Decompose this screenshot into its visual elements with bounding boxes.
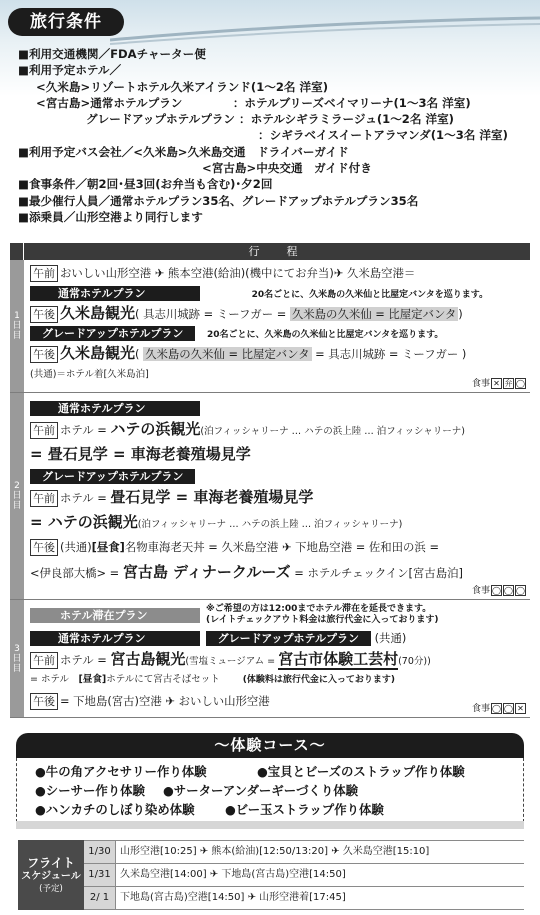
hotel-kume: <久米島>リゾートホテル久米アイランド(1〜2名 洋室) [36, 79, 329, 94]
flight-route: 下地島(宮古島)空港[14:50] ✈ 山形空港着[17:45] [120, 892, 346, 903]
time-label: 午前 [30, 265, 58, 282]
day3-cont-row [30, 670, 526, 690]
day-2-body [24, 393, 530, 599]
fee-note: (体験料は旅行代金に入っております) [242, 675, 395, 685]
day3-pm-row [30, 690, 526, 712]
meal-lunch: ◯ [504, 704, 513, 713]
sightseeing-title: 宮古島観光 [110, 650, 186, 668]
route-text: = ホテル [30, 674, 79, 685]
plan-note: 20名ごとに、久米島の久米仙と比屋定バンタを巡ります。 [206, 330, 444, 340]
flight-schedule [18, 840, 524, 910]
experience-item: ●サーターアンダーギーづくり体験 [163, 783, 359, 798]
day1-pm1-row [30, 302, 526, 324]
stay-note [206, 604, 439, 626]
hotel-miyako-upgrade-alt: ：シギラベイスイートアラマンダ(1〜3名 洋室) [258, 128, 508, 143]
route-text: ホテル = [60, 423, 111, 437]
day-2-label: 2日目 [10, 393, 24, 599]
meal-breakfast: ◯ [492, 586, 501, 595]
day1-common-row [30, 364, 526, 386]
route-text: <伊良部大橋> = [30, 566, 123, 580]
bridge-photo [110, 14, 540, 46]
hotel-miyako-upgrade [18, 111, 534, 127]
hotel-plan-value: ：ホテルブリーズベイマリーナ(1〜3名 洋室) [232, 95, 471, 110]
common-text: (共通) [374, 631, 407, 645]
route-text: (共通) [60, 540, 92, 554]
day1-am-text: おいしい山形空港 ✈ 熊本空港(給油)(機中にてお弁当)✈ 久米島空港＝ [60, 266, 416, 280]
experience-row [35, 781, 505, 800]
experience-item: ●ハンカチのしぼり染め体験 [35, 802, 195, 817]
plan-badge-normal: 通常ホテルプラン [30, 631, 200, 646]
time-label: 午後 [30, 306, 58, 323]
meal-label: 食事 [471, 586, 490, 596]
hotel-miyako-normal [18, 95, 534, 111]
hotel-plan-label: <宮古島>通常ホテルプラン [36, 95, 183, 110]
experience-item: ●宝貝とビーズのストラップ作り体験 [257, 764, 465, 779]
time-label: 午後 [30, 346, 58, 363]
flight-route: 久米島空港[14:00] ✈ 下地島(宮古島)空港[14:50] [120, 869, 346, 880]
plan-badge-normal: 通常ホテルプラン [30, 286, 200, 301]
bus-line-miyako: <宮古島>中央交通 ガイド付き [202, 161, 372, 176]
day-1-label: 1日目 [10, 260, 24, 392]
meal-label: 食事 [471, 379, 490, 389]
route-text: (70分)) [398, 656, 431, 667]
route-text: = 下地島(宮古)空港 ✈ おいしい山形空港 [60, 694, 270, 708]
day3-am-row [30, 648, 526, 670]
plan-badge-stay: ホテル滞在プラン [30, 608, 200, 623]
time-label: 午前 [30, 652, 58, 669]
sightseeing-title: 畳石見学 = 車海老養殖場見学 [110, 488, 314, 506]
conditions-title: 旅行条件 [8, 8, 124, 36]
experience-course [16, 733, 524, 829]
route-text: = 具志川城跡 = ミーフガー ) [311, 347, 467, 361]
day1-plan-normal-row [30, 284, 526, 302]
experience-footer-band [16, 821, 524, 829]
plan-badge-upgrade: グレードアップホテルプラン [206, 631, 371, 646]
sightseeing-title: = ハテの浜観光 [30, 513, 138, 531]
route-text: ) [458, 307, 463, 321]
day2-am1-row [30, 417, 526, 442]
day-1 [10, 260, 530, 393]
itinerary-header [10, 243, 530, 260]
day3-plan-row [30, 628, 526, 648]
day1-am-row [30, 262, 526, 284]
flight-schedule-label [18, 840, 84, 910]
itinerary-header-label: 行 程 [248, 245, 306, 258]
hotel-plan-label: グレードアップホテルプラン [86, 112, 235, 127]
flight-date: 1/30 [84, 841, 116, 863]
meal-label: 食事 [471, 704, 490, 714]
experience-item: ●ビー玉ストラップ作り体験 [225, 802, 384, 817]
meal-dinner: ◯ [516, 379, 525, 388]
day1-pm2-row [30, 342, 526, 364]
meal-dinner: ◯ [516, 586, 525, 595]
sightseeing-title: 宮古市体験工芸村 [278, 650, 399, 668]
day2-am1-cont: = 畳石見学 = 車海老養殖場見学 [30, 445, 251, 463]
day2-plan-normal-row [30, 399, 526, 417]
flight-rows [84, 840, 524, 910]
highlight-text: 久米島の久米仙 = 比屋定バンタ [145, 347, 310, 361]
flight-date: 2/ 1 [84, 887, 116, 909]
transport-line: ■利用交通機関／FDAチャーター便 [18, 47, 206, 61]
highlight-text: 久米島の久米仙 = 比屋定バンタ [291, 307, 457, 321]
sightseeing-title: 久米島観光 [60, 344, 136, 362]
flight-row [84, 864, 524, 887]
route-text: (泊フィッシャリーナ … ハテの浜上陸 … 泊フィッシャリーナ) [200, 426, 465, 437]
sightseeing-title: ハテの浜観光 [110, 420, 201, 438]
day2-pm-row [30, 535, 526, 560]
day1-plan-upgrade-row [30, 324, 526, 342]
sightseeing-title: 宮古島 ディナークルーズ [122, 563, 291, 581]
experience-list [16, 758, 524, 822]
time-label: 午前 [30, 490, 58, 507]
experience-item: ●牛の角アクセサリー作り体験 [35, 764, 207, 779]
meal-dinner: ✕ [515, 703, 526, 714]
day-3-body [24, 600, 530, 717]
route-text: ( 具志川城跡 = ミーフガー = [135, 307, 290, 321]
conditions-section [0, 0, 540, 240]
time-label: 午後 [30, 693, 58, 710]
hotel-heading: ■利用予定ホテル／ [18, 63, 122, 78]
stay-note-line: ※ご希望の方は12:00までホテル滞在を延長できます。 [206, 604, 432, 614]
day-2 [10, 393, 530, 600]
flight-row [84, 887, 524, 910]
time-label: 午前 [30, 422, 58, 439]
route-text: 名物車海老天丼 = 久米島空港 ✈ 下地島空港 = 佐和田の浜 = [124, 540, 439, 554]
experience-row [35, 800, 505, 819]
lunch-label: [昼食] [78, 674, 107, 685]
day-1-body [24, 260, 530, 392]
plan-badge-upgrade: グレードアップホテルプラン [30, 326, 195, 341]
plan-note: 20名ごとに、久米島の久米仙と比屋定バンタを巡ります。 [251, 290, 489, 300]
route-text: ホテルにて宮古そばセット [106, 674, 220, 685]
flight-label-line: (予定) [39, 883, 63, 894]
hotel-plan-value: ：ホテルシギラミラージュ(1〜2名 洋室) [239, 112, 454, 127]
flight-label-line: スケジュール [21, 870, 81, 882]
stay-note-line: (レイトチェックアウト料金は旅行代金に入っております) [206, 615, 439, 625]
flight-label-line: フライト [27, 855, 75, 870]
meal-lunch: 弁 [504, 379, 513, 388]
itinerary-table [10, 243, 530, 718]
meal-breakfast: ◯ [492, 704, 501, 713]
plan-badge-upgrade: グレードアップホテルプラン [30, 469, 195, 484]
flight-route: 山形空港[10:25] ✈ 熊本(給油)[12:50/13:20] ✈ 久米島空港[15:10] [120, 846, 430, 857]
sightseeing-title: 久米島観光 [60, 304, 136, 322]
conditions-list [18, 46, 534, 225]
day-header-cell [10, 243, 24, 260]
escort-line: ■添乗員／山形空港より同行します [18, 209, 203, 224]
day-3 [10, 600, 530, 718]
day2-am2-row [30, 485, 526, 510]
meal-indicator [472, 378, 526, 390]
route-text: ホテル = [60, 491, 111, 505]
day2-am2-cont [30, 510, 526, 535]
route-text: (泊フィッシャリーナ … ハテの浜上陸 … 泊フィッシャリーナ) [137, 519, 403, 530]
time-label: 午後 [30, 539, 58, 556]
day-3-label: 3日目 [10, 600, 24, 717]
route-text: ホテル = [60, 653, 111, 667]
plan-badge-normal: 通常ホテルプラン [30, 401, 200, 416]
experience-row [35, 762, 505, 781]
meal-breakfast: ✕ [491, 378, 502, 389]
min-people-line: ■最少催行人員／通常ホテルプラン35名、グレードアップホテルプラン35名 [18, 193, 419, 208]
experience-item: ●シーサー作り体験 [35, 783, 145, 798]
meal-lunch: ◯ [504, 586, 513, 595]
route-text: = ホテルチェックイン[宮古島泊] [290, 566, 463, 580]
meal-indicator [472, 585, 526, 597]
route-text: (雪塩ミュージアム = [185, 656, 279, 667]
day3-plan-stay-row [30, 602, 526, 628]
route-text: ( [135, 347, 144, 361]
day2-pm-cont [30, 560, 526, 585]
common-text: (共通)＝ホテル着[久米島泊] [30, 369, 149, 380]
experience-title: 〜体験コース〜 [16, 733, 524, 758]
flight-date: 1/31 [84, 864, 116, 886]
meals-line: ■食事条件／朝2回･昼3回(お弁当も含む)･夕2回 [18, 177, 273, 192]
flight-row [84, 841, 524, 864]
meal-indicator [472, 703, 526, 715]
lunch-label: [昼食] [91, 540, 125, 554]
day2-plan-upgrade-row [30, 467, 526, 485]
bus-line: ■利用予定バス会社／<久米島>久米島交通 ドライバーガイド [18, 144, 349, 159]
